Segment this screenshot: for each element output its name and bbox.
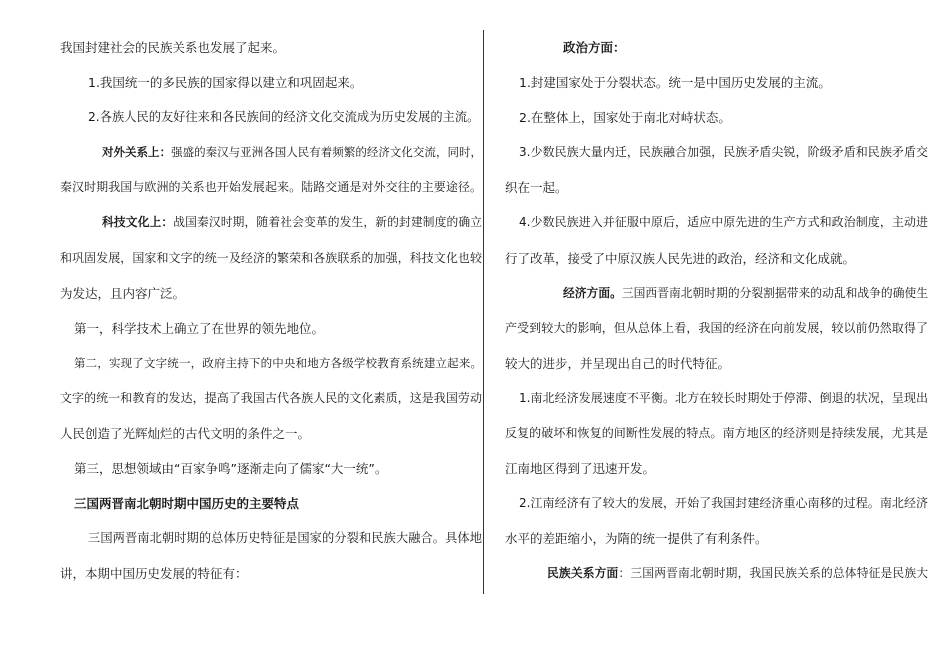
text-line: 织在一起。 [505,180,568,196]
text-line: 较大的进步，并呈现出自己的时代特征。 [505,355,731,371]
list-item: 2.各族人民的友好往来和各民族间的经济文化交流成为历史发展的主流。 [88,110,480,125]
text-line: 三国两晋南北朝时期的总体历史特征是国家的分裂和民族大融合。具体地 [88,531,482,546]
list-item: 2.江南经济有了较大的发展，开始了我国封建经济重心南移的过程。南北经济 [519,496,928,511]
text-line: 文字的统一和教育的发达，提高了我国古代各族人民的文化素质，这是我国劳动 [60,390,482,405]
list-item: 2.在整体上，国家处于南北对峙状态。 [519,110,731,126]
section-label: 科技文化上： [102,215,174,230]
section-label: 对外关系上： [102,145,172,160]
left-column [60,30,482,592]
section-label: 民族关系方面 [547,566,619,581]
list-item: 1.我国统一的多民族的国家得以建立和巩固起来。 [88,75,363,91]
text-line: 为发达，且内容广泛。 [60,285,186,301]
list-item: 1.封建国家处于分裂状态。统一是中国历史发展的主流。 [519,75,831,91]
text-span: 三国西晋南北朝时期的分裂割据带来的动乱和战争的确使生 [621,285,928,300]
text-line: 第二，实现了文字统一，政府主持下的中央和地方各级学校教育系统建立起来。 [74,355,482,370]
list-item: 4.少数民族进入并征服中原后，适应中原先进的生产方式和政治制度，主动进 [519,215,928,230]
section-label: 经济方面。 [563,285,622,300]
text-line: 水平的差距缩小，为隋的统一提供了有利条件。 [505,531,768,547]
column-divider [483,30,484,594]
paragraph-science-culture [60,205,482,240]
right-column [505,30,928,592]
text-line: 产受到较大的影响，但从总体上看，我国的经济在向前发展，较以前仍然取得了 [505,320,928,335]
paragraph-ethnic-relations [505,556,928,591]
text-line: 和巩固发展，国家和文字的统一及经济的繁荣和各族联系的加强，科技文化也较 [60,250,482,265]
text-span: 战国秦汉时期，随着社会变革的发生，新的封建制度的确立 [173,215,482,230]
text-line: 江南地区得到了迅速开发。 [505,461,656,477]
text-line: 秦汉时期我国与欧洲的关系也开始发展起来。陆路交通是对外交往的主要途径。 [60,180,482,195]
paragraph-foreign-relations [60,135,482,170]
list-item: 1.南北经济发展速度不平衡。北方在较长时期处于停滞、倒退的状况，呈现出 [519,390,928,405]
text-line: 讲，本期中国历史发展的特征有： [60,566,248,582]
section-heading: 政治方面： [563,40,626,55]
section-heading: 三国两晋南北朝时期中国历史的主要特点 [74,496,300,512]
text-line: 第三，思想领域由“百家争鸣”逐渐走向了儒家“大一统”。 [74,461,388,477]
list-item: 3.少数民族大量内迁，民族融合加强，民族矛盾尖锐，阶级矛盾和民族矛盾交 [519,145,928,160]
paragraph-economy [505,276,928,311]
text-span: 强盛的秦汉与亚洲各国人民有着频繁的经济文化交流，同时， [171,145,482,160]
text-line: 人民创造了光辉灿烂的古代文明的条件之一。 [60,426,311,442]
text-span: ：三国两晋南北朝时期，我国民族关系的总体特征是民族大 [618,566,928,581]
text-line: 第一，科学技术上确立了在世界的领先地位。 [74,320,325,336]
text-line: 行了改革，接受了中原汉族人民先进的政治，经济和文化成就。 [505,250,856,266]
text-line: 反复的破坏和恢复的间断性发展的特点。南方地区的经济则是持续发展，尤其是 [505,426,928,441]
text-line: 我国封建社会的民族关系也发展了起来。 [60,40,286,55]
